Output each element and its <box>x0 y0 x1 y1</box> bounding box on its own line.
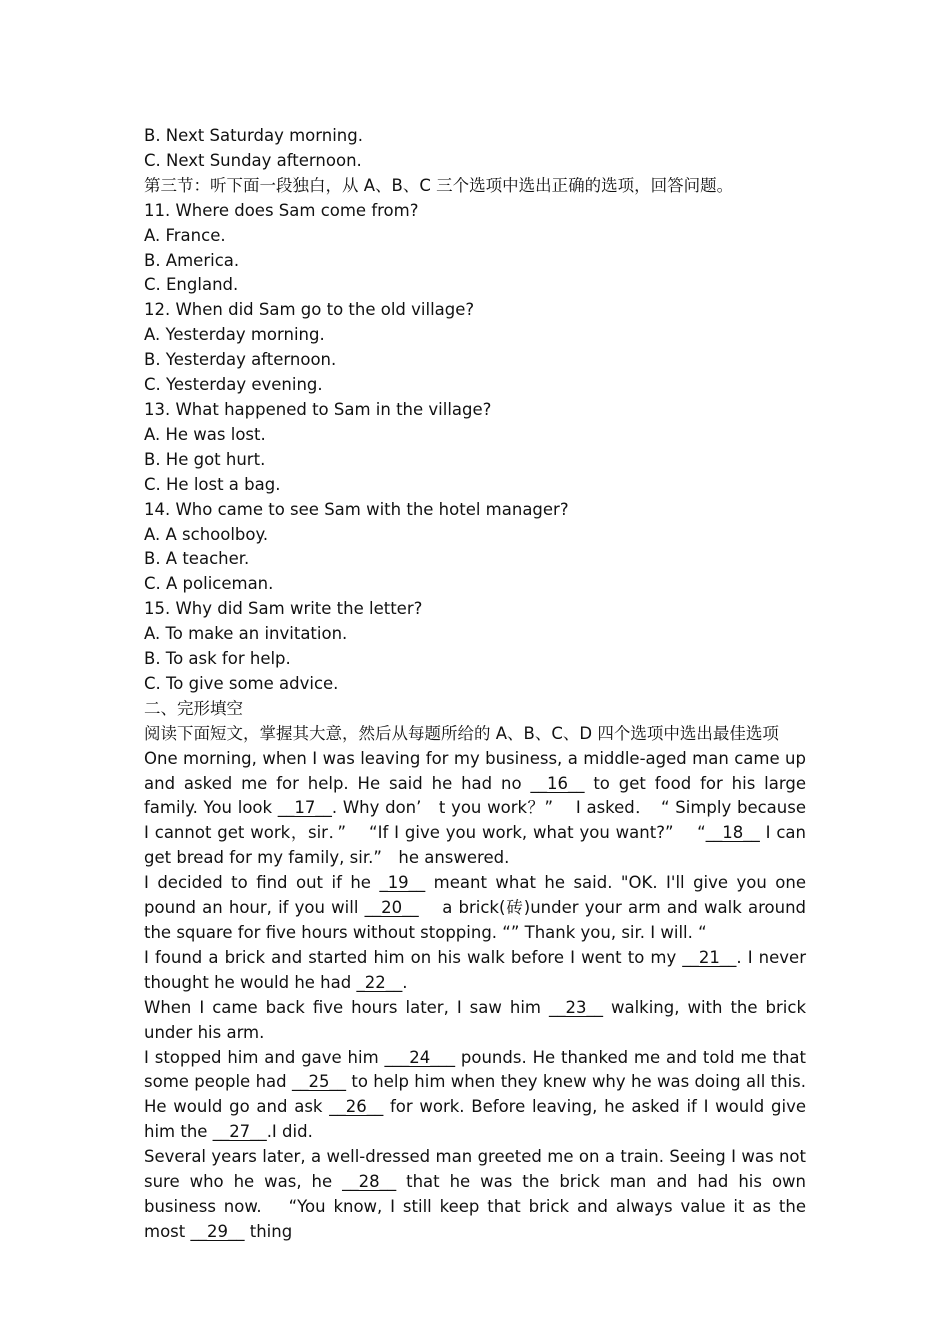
option-line: C. To give some advice. <box>144 673 339 693</box>
passage-text: I found a brick and started him on his walk before I went to my <box>144 947 683 967</box>
blank-26: __26__ <box>329 1097 384 1117</box>
option-line: B. Yesterday afternoon. <box>144 350 337 370</box>
passage-text: I can get bread for my family, sir.” he answered. <box>144 823 806 868</box>
option-line: A. He was lost. <box>144 424 266 444</box>
option-line: C. England. <box>144 275 239 295</box>
option-line: A. To make an invitation. <box>144 624 348 644</box>
section-heading: 第三节：听下面一段独白，从 A、B、C 三个选项中选出正确的选项，回答问题。 <box>144 175 734 195</box>
passage-paragraph-4 <box>144 996 806 1046</box>
question-13: 13. What happened to Sam in the village? <box>144 399 492 419</box>
blank-27: __27__ <box>212 1122 267 1142</box>
passage-text: One morning, when I was leaving for my business, a middle-aged man came up and asked me for help. He said he had no <box>144 748 806 793</box>
blank-18: __18__ <box>705 823 760 843</box>
passage-paragraph-6 <box>144 1145 806 1245</box>
blank-29: __29__ <box>190 1221 245 1241</box>
blank-19: _19__ <box>379 873 426 893</box>
passage-paragraph-1 <box>144 747 806 872</box>
passage-text: I stopped him and gave him <box>144 1047 385 1067</box>
option-line: B. To ask for help. <box>144 649 291 669</box>
passage-text: I decided to find out if he <box>144 873 380 893</box>
blank-16: __16__ <box>530 773 585 793</box>
blank-21: __21__ <box>682 947 737 967</box>
option-line: A. A schoolboy. <box>144 524 269 544</box>
question-14: 14. Who came to see Sam with the hotel manager? <box>144 499 569 519</box>
passage-text: a brick(砖)under your arm and walk around the square for five hours without stopping. “” Thank you, sir. I will. “ <box>144 898 806 942</box>
option-line: A. Yesterday morning. <box>144 325 325 345</box>
blank-20: __20__ <box>364 898 419 918</box>
blank-28: __28__ <box>342 1172 397 1192</box>
passage-text: that he was the brick man and had his own business now. “You know, I still keep that brick and always value it as the most <box>144 1172 806 1241</box>
passage-text: for work. Before leaving, he asked if I would give him the <box>144 1097 806 1142</box>
passage-text: . I never thought he would he had <box>144 947 806 992</box>
option-line: C. Yesterday evening. <box>144 375 323 395</box>
passage-paragraph-3 <box>144 946 806 996</box>
option-line: B. He got hurt. <box>144 449 266 469</box>
passage-text: .I did. <box>266 1122 313 1142</box>
passage-text: walking, with the brick under his arm. <box>144 997 806 1042</box>
cloze-instruction: 阅读下面短文，掌握其大意，然后从每题所给的 A、B、C、D 四个选项中选出最佳选项 <box>144 723 779 743</box>
blank-23: __23__ <box>548 997 603 1017</box>
passage-text: Several years later, a well-dressed man greeted me on a train. Seeing I was not sure who he was, he <box>144 1147 806 1192</box>
passage-text: to get food for his large family. You look <box>144 773 806 818</box>
question-12: 12. When did Sam go to the old village? <box>144 300 475 320</box>
option-line: C. He lost a bag. <box>144 474 281 494</box>
option-line: C. Next Sunday afternoon. <box>144 150 362 170</box>
option-line: B. Next Saturday morning. <box>144 126 363 145</box>
blank-22: _22__ <box>356 972 403 992</box>
passage-text: pounds. He thanked me and told me that some people had <box>144 1047 807 1092</box>
passage-paragraph-2 <box>144 871 806 946</box>
option-line: C. A policeman. <box>144 574 274 594</box>
passage-paragraph-5 <box>144 1046 806 1146</box>
passage-text: . <box>402 972 408 992</box>
passage-text: thing <box>244 1221 293 1241</box>
passage-text: When I came back five hours later, I saw him <box>144 997 549 1017</box>
passage-text: to help him when they knew why he was doing all this. He would go and ask <box>144 1072 807 1117</box>
document-page <box>144 124 806 1245</box>
option-line: B. A teacher. <box>144 549 250 569</box>
option-line: B. America. <box>144 250 240 270</box>
passage-text: meant what he said. "OK. I'll give you one pound an hour, if you will <box>144 873 807 918</box>
option-line: A. France. <box>144 225 226 245</box>
question-11: 11. Where does Sam come from? <box>144 200 419 220</box>
passage-text: . Why don’ t you work？” I asked． “ Simply because I cannot get work，sir．” “If I give you work, what you want?” “ <box>144 798 806 843</box>
cloze-heading: 二、完形填空 <box>144 698 243 718</box>
blank-17: __17__ <box>277 798 332 818</box>
question-15: 15. Why did Sam write the letter? <box>144 599 423 619</box>
blank-24: ___24___ <box>384 1047 456 1067</box>
blank-25: __25__ <box>291 1072 346 1092</box>
